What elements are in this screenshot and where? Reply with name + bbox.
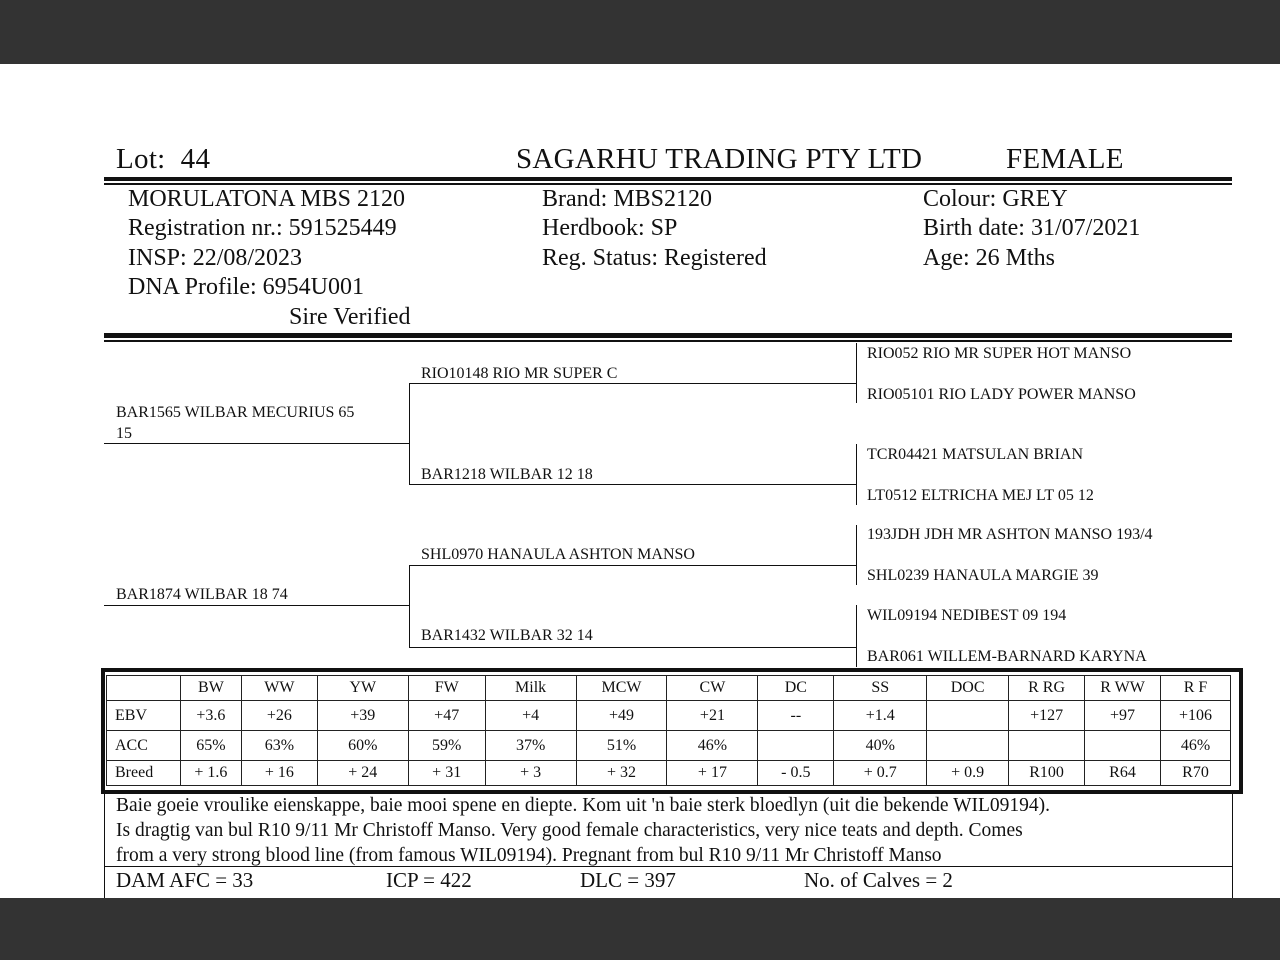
pedigree-gg: TCR04421 MATSULAN BRIAN xyxy=(867,446,1084,463)
comments-border-right xyxy=(1232,790,1233,898)
ebv-header-cell: SS xyxy=(834,676,927,701)
breed-cell: R64 xyxy=(1085,761,1161,786)
pedigree-sire-cont: 15 xyxy=(116,425,132,442)
ebv-header-cell: Milk xyxy=(485,676,576,701)
pedigree-line xyxy=(409,647,856,648)
ebv-cell: +127 xyxy=(1009,701,1085,731)
ebv-cell: +47 xyxy=(408,701,485,731)
herdbook: Herdbook: SP xyxy=(542,215,678,241)
pedigree-line xyxy=(104,443,409,444)
comments-border-left xyxy=(104,790,105,898)
ebv-header-cell: YW xyxy=(317,676,408,701)
breed-cell: + 3 xyxy=(485,761,576,786)
ebv-header-cell xyxy=(107,676,181,701)
birth-date: Birth date: 31/07/2021 xyxy=(923,215,1141,241)
lot-number: 44 xyxy=(180,143,211,175)
pedigree-gg: SHL0239 HANAULA MARGIE 39 xyxy=(867,567,1099,584)
acc-cell: 60% xyxy=(317,731,408,761)
viewer-bottom-bar xyxy=(0,898,1280,960)
ebv-header-cell: MCW xyxy=(576,676,667,701)
dna-profile: DNA Profile: 6954U001 xyxy=(128,274,364,300)
pedigree-gg: RIO052 RIO MR SUPER HOT MANSO xyxy=(867,345,1132,362)
breed-cell: R100 xyxy=(1009,761,1085,786)
ebv-cell: +1.4 xyxy=(834,701,927,731)
breed-row-label: Breed xyxy=(107,761,181,786)
viewer-top-bar xyxy=(0,0,1280,64)
pedigree-line xyxy=(409,565,856,566)
comments-divider xyxy=(104,866,1232,867)
acc-cell: 65% xyxy=(180,731,241,761)
registration-number: Registration nr.: 591525449 xyxy=(128,215,397,241)
pedigree-connector xyxy=(856,343,857,403)
lot-label: Lot: 44 xyxy=(116,143,211,175)
colour: Colour: GREY xyxy=(923,186,1068,212)
breed-cell: + 32 xyxy=(576,761,667,786)
reg-status: Reg. Status: Registered xyxy=(542,245,767,271)
acc-cell: 63% xyxy=(241,731,317,761)
pedigree-sire-sire: RIO10148 RIO MR SUPER C xyxy=(421,365,618,382)
comment-line: Baie goeie vroulike eienskappe, baie mooi spene en diepte. Kom uit 'n baie sterk bloedlyn (uit die bekende WIL09194). xyxy=(116,795,1051,816)
info-rule xyxy=(104,333,1232,338)
ebv-cell: +4 xyxy=(485,701,576,731)
acc-cell: 37% xyxy=(485,731,576,761)
header-rule xyxy=(104,177,1232,181)
ebv-header-cell: R F xyxy=(1160,676,1230,701)
pedigree-dam-sire: SHL0970 HANAULA ASHTON MANSO xyxy=(421,546,695,563)
pedigree-connector xyxy=(856,605,857,667)
ebv-header-cell: R WW xyxy=(1085,676,1161,701)
acc-cell xyxy=(1085,731,1161,761)
pedigree-gg: BAR061 WILLEM-BARNARD KARYNA xyxy=(867,648,1147,665)
pedigree-gg: RIO05101 RIO LADY POWER MANSO xyxy=(867,386,1136,403)
pedigree-line xyxy=(409,484,856,485)
ebv-cell: +49 xyxy=(576,701,667,731)
animal-name: MORULATONA MBS 2120 xyxy=(128,186,405,212)
breed-cell: - 0.5 xyxy=(758,761,834,786)
pedigree-connector xyxy=(409,565,410,647)
breed-cell: R70 xyxy=(1160,761,1230,786)
pedigree-connector xyxy=(856,525,857,585)
pedigree-gg: 193JDH JDH MR ASHTON MANSO 193/4 xyxy=(867,526,1153,543)
dam-dlc: DLC = 397 xyxy=(580,868,676,892)
inspection-date: INSP: 22/08/2023 xyxy=(128,245,303,271)
ebv-cell: -- xyxy=(758,701,834,731)
acc-cell xyxy=(1009,731,1085,761)
header-rule-thin xyxy=(104,183,1232,185)
ebv-header-cell: DOC xyxy=(927,676,1009,701)
ebv-row-label: EBV xyxy=(107,701,181,731)
dam-icp: ICP = 422 xyxy=(386,868,472,892)
breed-cell: + 1.6 xyxy=(180,761,241,786)
acc-cell: 59% xyxy=(408,731,485,761)
age: Age: 26 Mths xyxy=(923,245,1055,271)
ebv-cell xyxy=(927,701,1009,731)
comments-text xyxy=(116,793,1216,868)
pedigree-sire: BAR1565 WILBAR MECURIUS 65 xyxy=(116,404,355,421)
ebv-table xyxy=(106,675,1231,786)
sex-label: FEMALE xyxy=(1006,143,1124,175)
pedigree-connector xyxy=(856,444,857,505)
ebv-cell: +39 xyxy=(317,701,408,731)
breed-cell: + 0.9 xyxy=(927,761,1009,786)
pedigree-dam-dam: BAR1432 WILBAR 32 14 xyxy=(421,627,593,644)
pedigree-gg: WIL09194 NEDIBEST 09 194 xyxy=(867,607,1067,624)
ebv-header-row xyxy=(107,676,1231,701)
breed-cell: + 17 xyxy=(667,761,758,786)
breed-cell: + 31 xyxy=(408,761,485,786)
dam-calves: No. of Calves = 2 xyxy=(804,868,953,892)
pedigree-dam: BAR1874 WILBAR 18 74 xyxy=(116,586,288,603)
ebv-cell: +26 xyxy=(241,701,317,731)
pedigree-line xyxy=(409,383,856,384)
info-rule-thin xyxy=(104,340,1232,342)
breed-cell: + 0.7 xyxy=(834,761,927,786)
breed-cell: + 24 xyxy=(317,761,408,786)
breed-cell: + 16 xyxy=(241,761,317,786)
comment-line: Is dragtig van bul R10 9/11 Mr Christoff Manso. Very good female characteristics, very nice teats and depth. Comes xyxy=(116,820,1023,841)
ebv-cell: +97 xyxy=(1085,701,1161,731)
ebv-row xyxy=(107,701,1231,731)
acc-row-label: ACC xyxy=(107,731,181,761)
acc-cell xyxy=(758,731,834,761)
acc-cell: 40% xyxy=(834,731,927,761)
pedigree-sire-dam: BAR1218 WILBAR 12 18 xyxy=(421,466,593,483)
acc-cell: 46% xyxy=(1160,731,1230,761)
acc-cell xyxy=(927,731,1009,761)
pedigree-connector xyxy=(409,383,410,484)
brand: Brand: MBS2120 xyxy=(542,186,713,212)
dam-afc: DAM AFC = 33 xyxy=(116,868,254,892)
acc-cell: 46% xyxy=(667,731,758,761)
pedigree-line xyxy=(104,605,409,606)
ebv-header-cell: WW xyxy=(241,676,317,701)
ebv-cell: +21 xyxy=(667,701,758,731)
sire-verified: Sire Verified xyxy=(289,304,411,330)
seller-name: SAGARHU TRADING PTY LTD xyxy=(516,143,923,175)
pedigree-gg: LT0512 ELTRICHA MEJ LT 05 12 xyxy=(867,487,1094,504)
ebv-cell: +3.6 xyxy=(180,701,241,731)
acc-row xyxy=(107,731,1231,761)
ebv-header-cell: DC xyxy=(758,676,834,701)
comment-line: from a very strong blood line (from famous WIL09194). Pregnant from bul R10 9/11 Mr Christoff Manso xyxy=(116,845,942,866)
ebv-header-cell: BW xyxy=(180,676,241,701)
ebv-cell: +106 xyxy=(1160,701,1230,731)
ebv-header-cell: FW xyxy=(408,676,485,701)
acc-cell: 51% xyxy=(576,731,667,761)
ebv-header-cell: R RG xyxy=(1009,676,1085,701)
ebv-header-cell: CW xyxy=(667,676,758,701)
breed-row xyxy=(107,761,1231,786)
